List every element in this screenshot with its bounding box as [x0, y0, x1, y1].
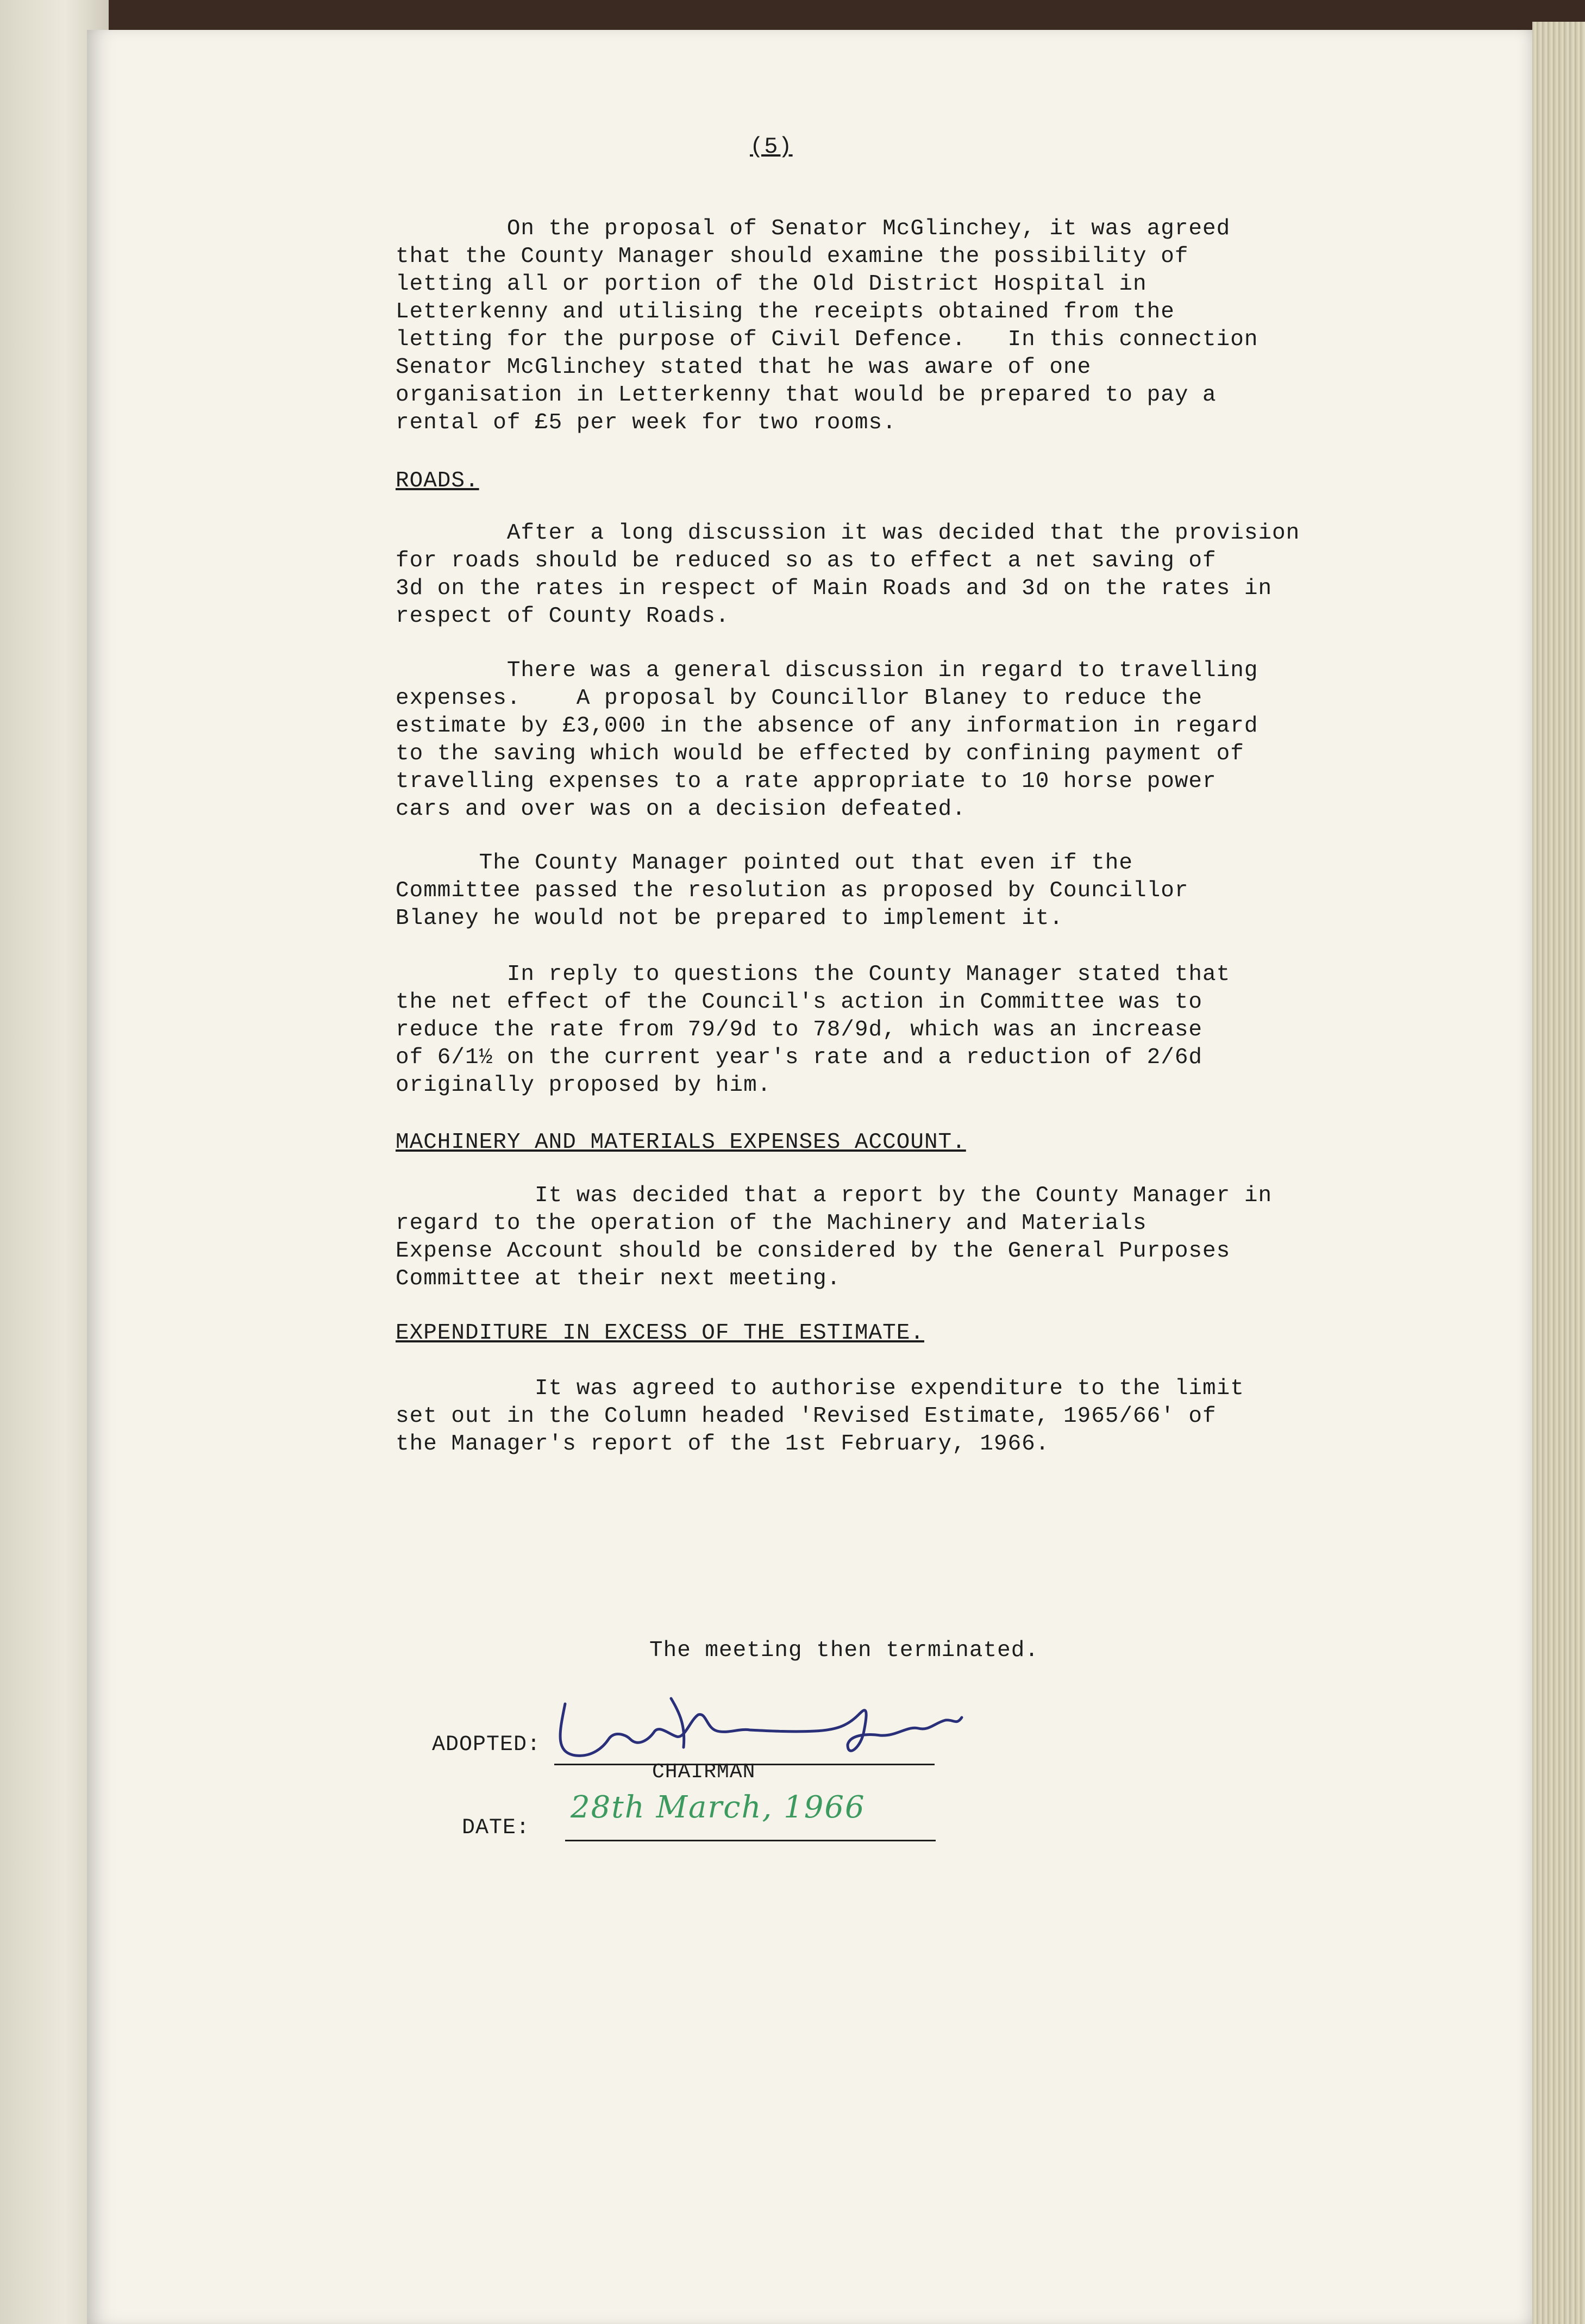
paragraph-machinery-report: It was decided that a report by the County Manager in regard to the operation of the Machinery and Materials Expense Account should be considered by the General Purposes Committee at their next meeting. [396, 1183, 1273, 1291]
paragraph-civil-defence: On the proposal of Senator McGlinchey, it was agreed that the County Manager should examine the possibility of letting all or portion of the Old District Hospital in Letterkenny and utilising the receipts obtained from the letting for the purpose of Civil Defence. In this connection Senator McGlinchey stated that he was aware of one organisation in Letterkenny that would be prepared to pay a rental of £5 per week for two rooms. [396, 216, 1258, 435]
paragraph-rate-effect: In reply to questions the County Manager stated that the net effect of the Council's action in Committee was to reduce the rate from 79/9d to 78/9d, which was an increase of 6/1½ on the current year's rate and a reduction of 2/6d originally proposed by him. [396, 962, 1231, 1098]
chairman-label: CHAIRMAN [652, 1760, 756, 1784]
paragraph-expenditure-limit: It was agreed to authorise expenditure to the limit set out in the Column headed 'Revised Estimate, 1965/66' of the Manager's report of the 1st February, 1966. [396, 1376, 1244, 1457]
book-right-edge [1532, 22, 1585, 2324]
handwritten-date: 28th March, 1966 [571, 1790, 866, 1825]
paragraph-travelling-expenses: There was a general discussion in regard to travelling expenses. A proposal by Councillor Blaney to reduce the estimate by £3,000 in the absence of any information in regard to the saving which would be effected by confining payment of travelling expenses to a rate appropriate to 10 horse power cars and over was on a decision defeated. [396, 658, 1258, 822]
adopted-label: ADOPTED: [432, 1733, 541, 1757]
date-line [565, 1840, 936, 1841]
paragraph-county-manager-response: The County Manager pointed out that even if the Committee passed the resolution as proposed by Councillor Blaney he would not be prepared to implement it. [396, 851, 1189, 931]
closing-statement: The meeting then terminated. [649, 1638, 1039, 1663]
heading-roads: ROADS. [396, 468, 479, 493]
heading-expenditure-excess: EXPENDITURE IN EXCESS OF THE ESTIMATE. [396, 1321, 924, 1346]
date-label: DATE: [462, 1816, 530, 1840]
paragraph-roads-provision: After a long discussion it was decided that the provision for roads should be reduced so as to effect a net saving of 3d on the rates in respect of Main Roads and 3d on the rates in respect of County Roads. [396, 521, 1300, 629]
heading-machinery-materials: MACHINERY AND MATERIALS EXPENSES ACCOUNT. [396, 1130, 966, 1155]
page-number: (5) [750, 134, 793, 160]
chairman-signature [543, 1688, 978, 1769]
